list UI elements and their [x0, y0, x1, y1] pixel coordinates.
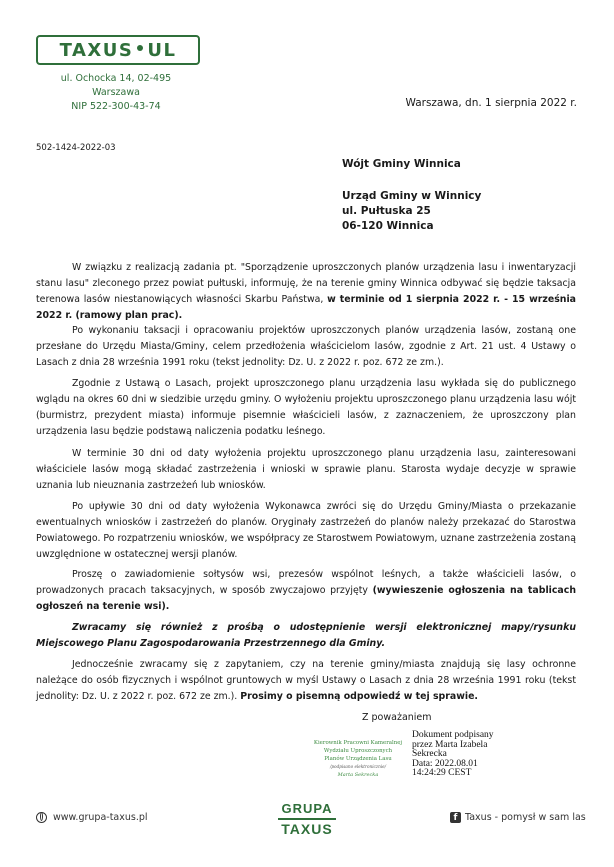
paragraph-1-note: (ramowy plan prac). — [72, 310, 183, 321]
recipient-office — [342, 189, 481, 234]
official-stamp — [312, 739, 404, 779]
paragraph-8 — [36, 657, 576, 705]
website-link[interactable]: www.grupa-taxus.pl — [53, 812, 148, 823]
logo-text-right: UL — [147, 39, 177, 61]
facebook-link[interactable]: Taxus - pomysł w sam las — [465, 812, 586, 823]
signature-line: Dokument podpisany — [412, 730, 494, 740]
signature-line: 14:24:29 CEST — [412, 768, 472, 778]
paragraph-8-bold: Prosimy o pisemną odpowiedź w tej sprawie. — [240, 691, 478, 702]
grupa-taxus-logo — [272, 802, 342, 837]
stamp-line: Planów Urządzenia Lasu — [324, 756, 392, 762]
paragraph-7: Zwracamy się również z prośbą o udostępnienie wersji elektronicznej mapy/rysunku Miejscowego Planu Zagospodarowania Przestrzennego dla Gminy. — [36, 622, 576, 649]
recipient-office-name: Urząd Gminy w Winnicy — [342, 190, 482, 202]
brand-divider — [278, 818, 336, 820]
recipient-street: ul. Pułtuska 25 — [342, 205, 431, 217]
stamp-line: Kierownik Pracowni Kameralnej — [313, 740, 403, 746]
reference-number: 502-1424-2022-03 — [36, 143, 116, 153]
globe-icon — [36, 812, 47, 823]
footer-facebook[interactable] — [450, 812, 586, 823]
brand-top: GRUPA — [281, 801, 333, 816]
paragraph-8-text: Jednocześnie zwracamy się z zapytaniem, czy na terenie gminy/miasta znajdują się lasy ochronne należące do osób fizycznych i wspólnot gruntowych w myśl Ustawy o Lasach z dnia 28 września 1991 roku (tekst jednolity: Dz. U. z 2022 r. poz. 672 ze zm.). — [36, 659, 576, 702]
logo-dot-icon — [137, 45, 143, 51]
company-address — [38, 72, 194, 114]
paragraph-5: Po upływie 30 dni od daty wyłożenia Wykonawca zwróci się do Urzędu Gminy/Miasta o przekazanie ewentualnych wniosków i zastrzeżeń do planów. Oryginały zastrzeżeń do planów należy przekazać do Starostwa Powiatowego. Po rozpatrzeniu wniosków, we współpracy ze Starostwem Powiatowym, uznane zastrzeżenia zostaną uwzględnione w ostatecznej wersji planów. — [36, 501, 576, 560]
letter-date: Warszawa, dn. 1 sierpnia 2022 r. — [405, 97, 577, 109]
logo-text-left: TAXUS — [59, 39, 134, 61]
address-line: ul. Ochocka 14, 02-495 Warszawa — [60, 73, 172, 98]
company-logo — [36, 35, 200, 65]
paragraph-6 — [36, 567, 576, 615]
signature-line: przez Marta Izabela — [412, 739, 488, 750]
paragraph-3: Zgodnie z Ustawą o Lasach, projekt uproszczonego planu urządzenia lasu wykłada się do publicznego wglądu na okres 60 dni w siedzibie urzędu gminy. O wyłożeniu projektu uproszczonego planu urządzenia lasu wójt (burmistrz, prezydent miasta) informuje pisemnie właścicieli lasów, z zaznaczeniem, że uproszczony plan urządzenia lasu będzie podstawą naliczenia podatku leśnego. — [36, 378, 576, 437]
signature-line: Data: 2022.08.01 — [412, 758, 478, 769]
tax-id-line: NIP 522-300-43-74 — [71, 101, 161, 112]
paragraph-6-bold: (wywieszenie ogłoszenia na tablicach ogłoszeń na terenie wsi). — [36, 585, 576, 612]
paragraph-1-dates: w terminie od 1 sierpnia 2022 r. - 15 września 2022 r. — [36, 294, 576, 321]
paragraph-4: W terminie 30 dni od daty wyłożenia projektu uproszczonego planu urządzenia lasu, zainteresowani właściciele lasów mogą składać zastrzeżenia i wnioski w sprawie planu. Starosta wydaje decyzje w sprawie uznania lub nieuznania zastrzeżeń lub wniosków. — [36, 448, 576, 491]
paragraph-6-text: Proszę o zawiadomienie sołtysów wsi, prezesów wspólnot leśnych, a także właścicieli lasów, o prowadzonych pracach taksacyjnych, w sposób zwyczajowo przyjęty — [36, 569, 576, 596]
footer-website[interactable] — [36, 812, 148, 823]
paragraph-1-text: W związku z realizacją zadania pt. "Sporządzenie uproszczonych planów urządzenia lasu i inwentaryzacji stanu lasu" zleconego przez powiat pułtuski, informuję, że na terenie gminy Winnica odbywać się będzie taksacja terenowa lasów niestanowiących własności Skarbu Państwa, — [36, 262, 576, 305]
recipient-name: Wójt Gminy Winnica — [342, 158, 461, 170]
stamp-signature: Marta Sekrecka — [337, 772, 379, 778]
recipient-postal: 06-120 Winnica — [342, 220, 434, 232]
paragraph-1 — [36, 260, 576, 324]
electronic-signature — [412, 731, 512, 779]
stamp-line: /podpisano elektronicznie/ — [329, 764, 387, 769]
facebook-icon: f — [450, 812, 461, 823]
closing-phrase: Z poważaniem — [362, 712, 432, 723]
stamp-line: Wydziału Uproszczonych — [323, 748, 393, 754]
brand-bottom: TAXUS — [281, 821, 333, 837]
paragraph-2: Po wykonaniu taksacji i opracowaniu projektów uproszczonych planów urządzenia lasów, zostaną one przesłane do Urzędu Miasta/Gminy, celem przedłożenia właścicielom lasów, zgodnie z Art. 21 ust. 4 Ustawy o Lasach z dnia 28 września 1991 roku (tekst jednolity: Dz. U. z 2022 r. poz. 672 ze zm.). — [36, 325, 576, 368]
signature-line: Sekrecka — [412, 749, 447, 759]
